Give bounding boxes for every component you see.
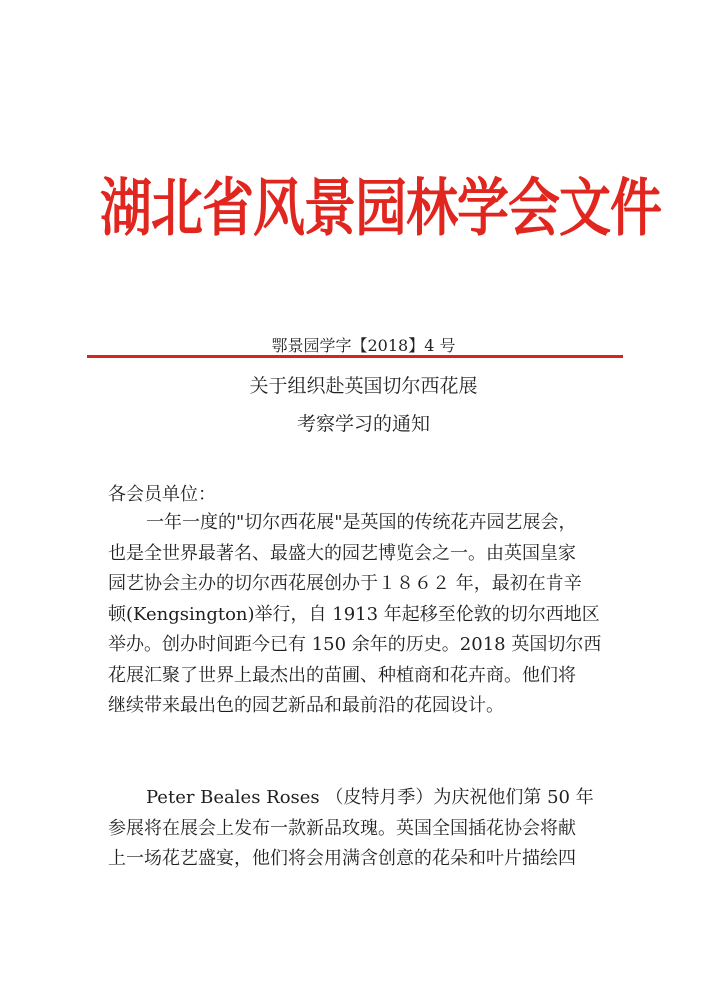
paragraph-line: 花展汇聚了世界上最杰出的苗圃、种植商和花卉商。他们将 [108,664,576,686]
paragraph-line: Peter Beales Roses （皮特月季）为庆祝他们第 50 年 [146,787,594,808]
subject-title-line-1: 关于组织赴英国切尔西花展 [249,375,478,397]
subject-title-line-2: 考察学习的通知 [296,413,430,435]
salutation: 各会员单位： [108,484,216,505]
document-header-title: 湖北省风景园林学会文件 [100,173,662,246]
paragraph-line: 一年一度的"切尔西花展"是英国的传统花卉园艺展会， [146,512,577,533]
document-number: 鄂景园学字【2018】4 号 [271,336,456,355]
paragraph-line: 也是全世界最著名、最盛大的园艺博览会之一。由英国皇家 [108,542,576,564]
paragraph-line: 园艺协会主办的切尔西花展创办于１８６２ 年，最初在肯辛 [108,573,582,594]
paragraph-line: 参展将在展会上发布一款新品玫瑰。英国全国插花协会将献 [108,817,576,839]
paragraph-line: 继续带来最出色的园艺新品和最前沿的花园设计。 [108,695,504,716]
body-paragraph-2 [108,783,628,875]
body-paragraph-1 [108,508,628,722]
paragraph-line: 上一场花艺盛宴，他们将会用满含创意的花朵和叶片描绘四 [108,848,576,869]
paragraph-line: 举办。创办时间距今已有 150 余年的历史。2018 英国切尔西 [108,634,602,655]
red-divider-rule [87,355,623,358]
paragraph-line: 顿(Kengsington)举行，自 1913 年起移至伦敦的切尔西地区 [108,603,600,625]
